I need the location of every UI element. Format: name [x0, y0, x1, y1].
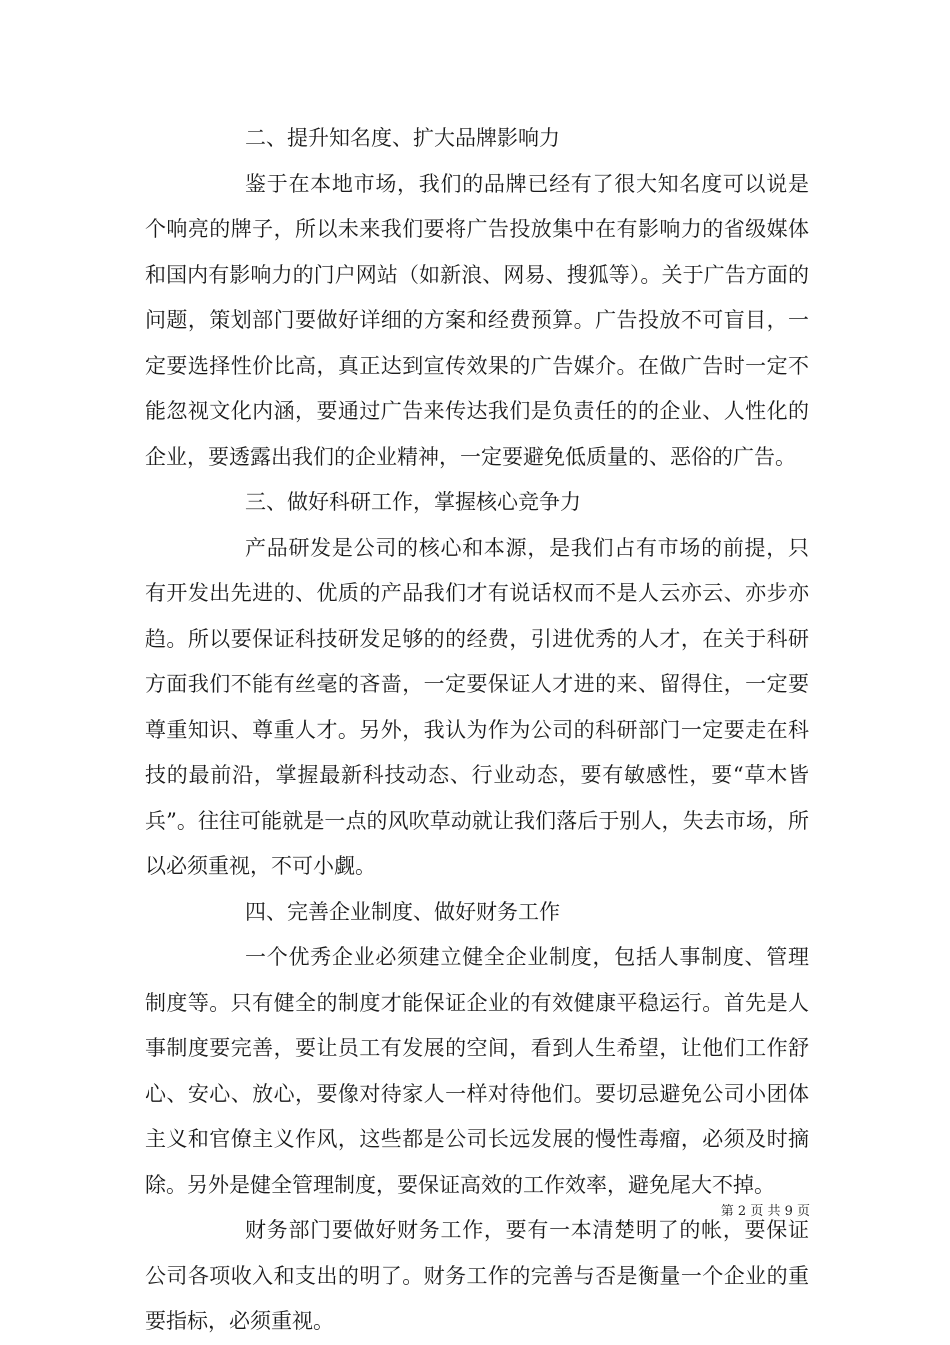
- paragraph: 一个优秀企业必须建立健全企业制度，包括人事制度、管理制度等。只有健全的制度才能保证企业的有效健康平稳运行。首先是人事制度要完善，要让员工有发展的空间，看到人生希望，让他们工作舒心、安心、放心，要像对待家人一样对待他们。要切忌避免公司小团体主义和官僚主义作风，这些都是公司长远发展的慢性毒瘤，必须及时摘除。另外是健全管理制度，要保证高效的工作效率，避免尾大不掉。: [145, 945, 809, 1197]
- page-number: 第 2 页 共 9 页: [720, 1204, 810, 1219]
- section-heading-2: 二、提升知名度、扩大品牌影响力: [245, 126, 560, 150]
- section-heading-3: 三、做好科研工作，掌握核心竞争力: [245, 490, 581, 514]
- paragraph: 财务部门要做好财务工作，要有一本清楚明了的帐，要保证公司各项收入和支出的明了。财务工作的完善与否是衡量一个企业的重要指标，必须重视。: [145, 1218, 809, 1333]
- paragraph: 鉴于在本地市场，我们的品牌已经有了很大知名度可以说是个响亮的牌子，所以未来我们要将广告投放集中在有影响力的省级媒体和国内有影响力的门户网站（如新浪、网易、搜狐等）。关于广告方面的问题，策划部门要做好详细的方案和经费预算。广告投放不可盲目，一定要选择性价比高，真正达到宣传效果的广告媒介。在做广告时一定不能忽视文化内涵，要通过广告来传达我们是负责任的的企业、人性化的企业，要透露出我们的企业精神，一定要避免低质量的、恶俗的广告。: [145, 171, 809, 469]
- section-heading-4: 四、完善企业制度、做好财务工作: [245, 899, 560, 924]
- document-body: [145, 116, 809, 1345]
- paragraph: 产品研发是公司的核心和本源，是我们占有市场的前提，只有开发出先进的、优质的产品我们才有说话权而不是人云亦云、亦步亦趋。所以要保证科技研发足够的的经费，引进优秀的人才，在关于科研方面我们不能有丝毫的吝啬，一定要保证人才进的来、留得住，一定要尊重知识、尊重人才。另外，我认为作为公司的科研部门一定要走在科技的最前沿，掌握最新科技动态、行业动态，要有敏感性，要“草木皆兵”。往往可能就是一点的风吹草动就让我们落后于别人，失去市场，所以必须重视，不可小觑。: [145, 535, 809, 878]
